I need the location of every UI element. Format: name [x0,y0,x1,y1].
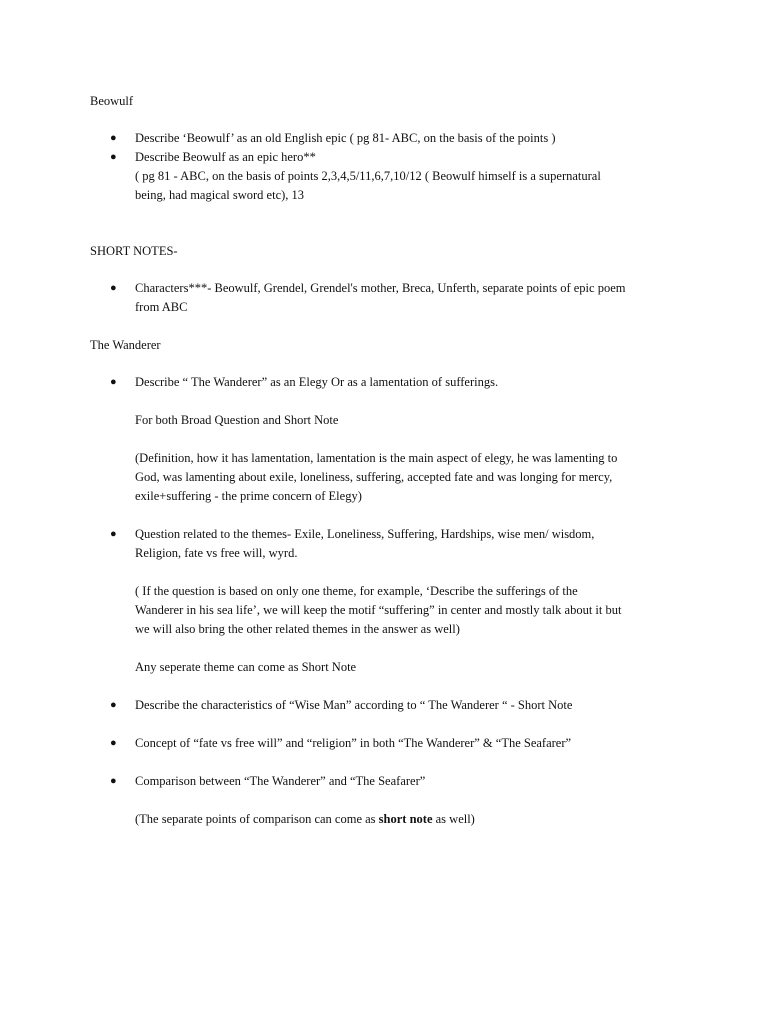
paragraph: For both Broad Question and Short Note [135,413,339,427]
paragraph: Question related to the themes- Exile, Loneliness, Suffering, Hardships, wise men/ wisdom, Religion, fate vs free will, wyrd. [135,527,595,560]
list-item [90,148,688,205]
paragraph: Describe “ The Wanderer” as an Elegy Or as a lamentation of sufferings. [135,375,499,389]
paragraph [135,810,688,829]
bold-text: short note [378,812,433,826]
beowulf-list [90,129,688,205]
section-title-the-wanderer: The Wanderer [90,338,161,352]
paragraph: Concept of “fate vs free will” and “religion” in both “The Wanderer” & “The Seafarer” [135,736,572,750]
paragraph: Comparison between “The Wanderer” and “The Seafarer” [135,774,426,788]
paragraph: ( If the question is based on only one theme, for example, ‘Describe the sufferings of the Wanderer in his sea life’, we will keep the motif “suffering” in center and mostly talk about it but we will also bring the other related themes in the answer as well) [135,584,622,636]
bullet-icon: ● [110,282,117,294]
bullet-icon: ● [110,699,117,711]
paragraph: Describe Beowulf as an epic hero** ( pg 81 - ABC, on the basis of points 2,3,4,5/11,6,7,10/12 ( Beowulf himself is a supernatural being, had magical sword etc), 13 [135,150,601,202]
section-title-beowulf: Beowulf [90,94,134,108]
bullet-icon: ● [110,151,117,163]
short-notes-list [90,279,688,317]
paragraph: Describe the characteristics of “Wise Man” according to “ The Wanderer “ - Short Note [135,698,573,712]
bullet-icon: ● [110,737,117,749]
paragraph: Characters***- Beowulf, Grendel, Grendel's mother, Breca, Unferth, separate points of epic poem from ABC [135,281,626,314]
bullet-icon: ● [110,775,117,787]
list-item [90,279,688,317]
text-segment: as well) [432,812,475,826]
text-segment: (The separate points of comparison can come as [135,812,379,826]
list-item [90,525,688,677]
section-title-short-notes: SHORT NOTES- [90,244,178,258]
paragraph: Describe ‘Beowulf’ as an old English epic ( pg 81- ABC, on the basis of the points ) [135,131,556,145]
paragraph: Any seperate theme can come as Short Note [135,660,357,674]
bullet-icon: ● [110,528,117,540]
list-item [90,696,688,715]
wanderer-list [90,373,688,829]
list-item [90,129,688,148]
list-item [90,373,688,506]
bullet-icon: ● [110,132,117,144]
list-item [90,772,688,829]
bullet-icon: ● [110,376,117,388]
list-item [90,734,688,753]
paragraph: (Definition, how it has lamentation, lamentation is the main aspect of elegy, he was lamenting to God, was lamenting about exile, loneliness, suffering, accepted fate and was longing for mercy, exile+suffering - the prime concern of Elegy) [135,451,618,503]
